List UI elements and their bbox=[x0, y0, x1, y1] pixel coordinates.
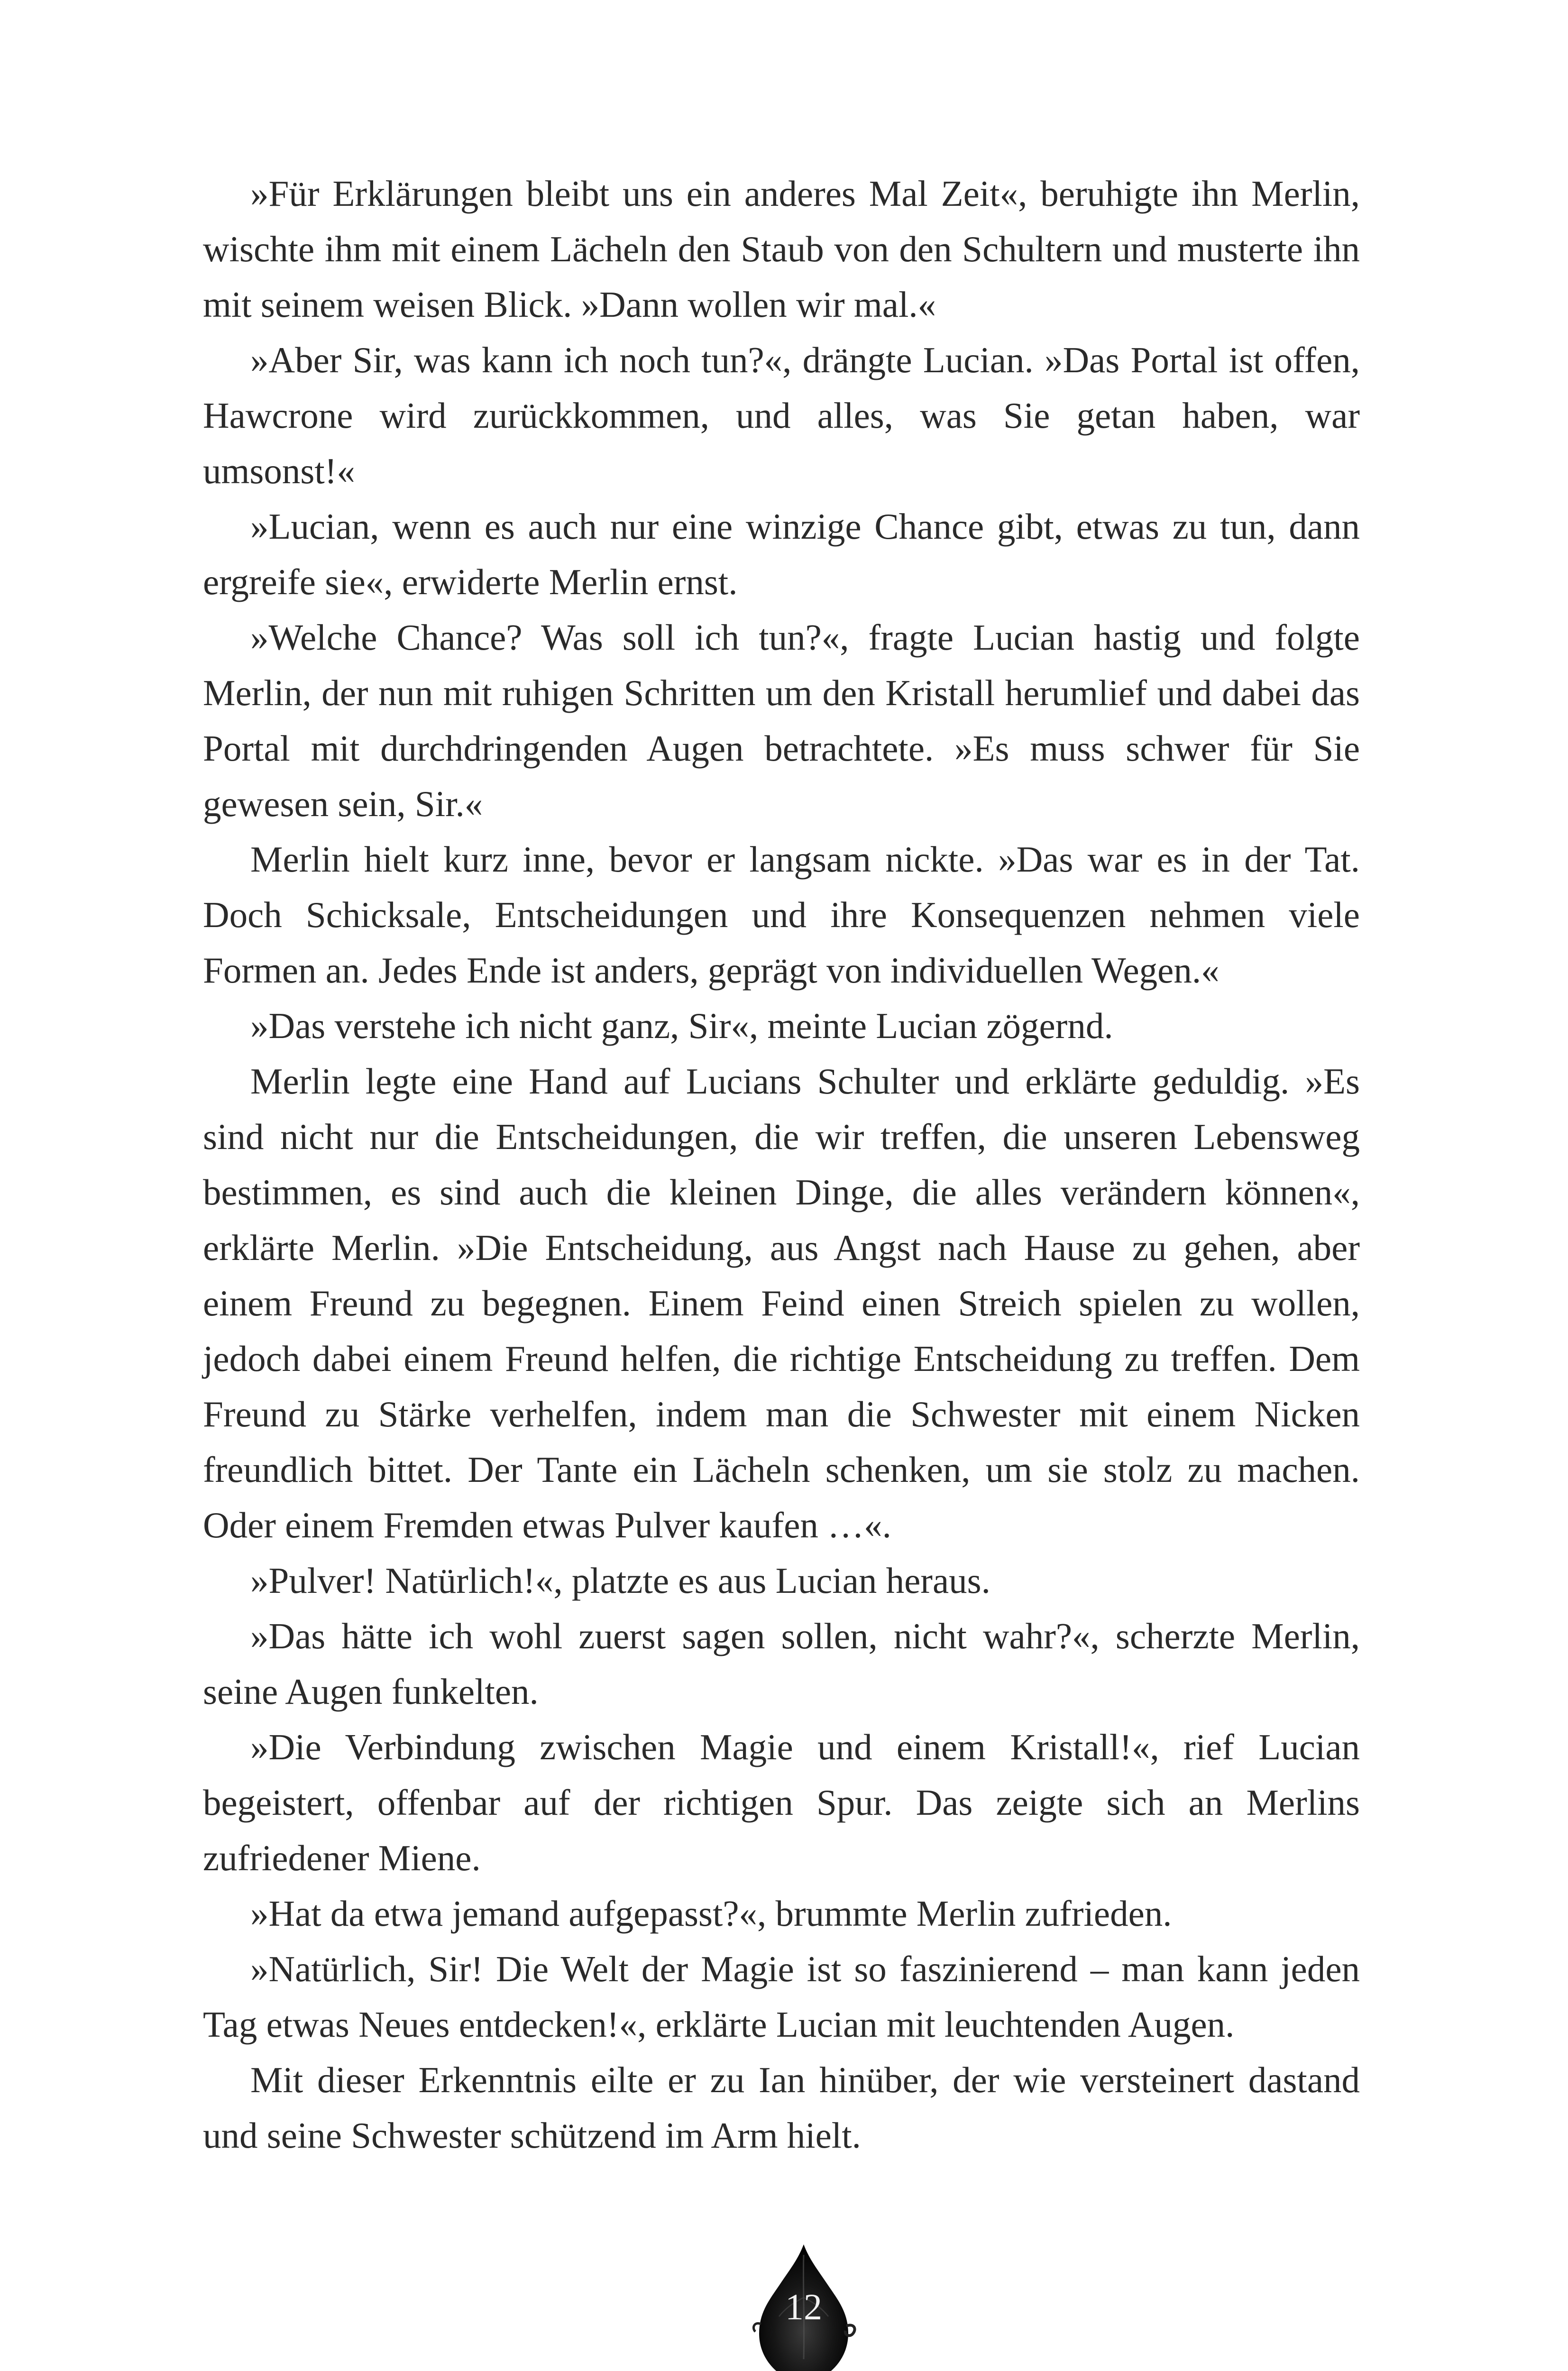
paragraph: »Welche Chance? Was soll ich tun?«, fragte Lucian hastig und folgte Merlin, der nun mit ruhigen Schritten um den Kristall herumlief und dabei das Portal mit durchdringenden Augen betrachtete. »Es muss schwer für Sie gewesen sein, Sir.« bbox=[203, 617, 1360, 824]
paragraph: Merlin legte eine Hand auf Lucians Schulter und erklärte geduldig. »Es sind nicht nur die Entscheidungen, die wir treffen, die unseren Lebensweg bestimmen, es sind auch die kleinen Dinge, die alles verändern können«, erklärte Merlin. »Die Entscheidung, aus Angst nach Hause zu gehen, aber einem Freund zu begegnen. Einem Feind einen Streich spielen zu wollen, jedoch dabei einem Freund helfen, die richtige Entscheidung zu treffen. Dem Freund zu Stärke verhelfen, indem man die Schwester mit einem Nicken freundlich bittet. Der Tante ein Lächeln schenken, um sie stolz zu machen. Oder einem Fremden etwas Pulver kaufen …«. bbox=[203, 1061, 1360, 1545]
paragraph: »Pulver! Natürlich!«, platzte es aus Lucian heraus. bbox=[250, 1560, 990, 1601]
paragraph: »Das hätte ich wohl zuerst sagen sollen, nicht wahr?«, scherzte Merlin, seine Augen funkelten. bbox=[203, 1616, 1360, 1712]
paragraph: »Die Verbindung zwischen Magie und einem Kristall!«, rief Lucian begeistert, offenbar auf der richtigen Spur. Das zeigte sich an Merlins zufriedener Miene. bbox=[203, 1727, 1360, 1878]
paragraph: »Das verstehe ich nicht ganz, Sir«, meinte Lucian zögernd. bbox=[250, 1005, 1113, 1046]
paragraph: »Lucian, wenn es auch nur eine winzige Chance gibt, etwas zu tun, dann ergreife sie«, erwiderte Merlin ernst. bbox=[203, 506, 1360, 602]
paragraph: Mit dieser Erkenntnis eilte er zu Ian hinüber, der wie versteinert dastand und seine Schwester schützend im Arm hielt. bbox=[203, 2059, 1360, 2156]
paragraph: »Hat da etwa jemand aufgepasst?«, brummte Merlin zufrieden. bbox=[250, 1893, 1172, 1934]
page-number: 12 bbox=[785, 2286, 822, 2327]
paragraph: »Natürlich, Sir! Die Welt der Magie ist so faszinierend – man kann jeden Tag etwas Neues entdecken!«, erklärte Lucian mit leuchtenden Augen. bbox=[203, 1948, 1360, 2045]
paragraph: »Für Erklärungen bleibt uns ein anderes Mal Zeit«, beruhigte ihn Merlin, wischte ihm mit einem Lächeln den Staub von den Schultern und musterte ihn mit seinem weisen Blick. »Dann wollen wir mal.« bbox=[203, 173, 1360, 325]
paragraph: Merlin hielt kurz inne, bevor er langsam nickte. »Das war es in der Tat. Doch Schicksale, Entscheidungen und ihre Konsequenzen nehmen viele Formen an. Jedes Ende ist anders, geprägt von individuellen Wegen.« bbox=[203, 839, 1360, 991]
body-text bbox=[203, 166, 1360, 2163]
paragraph: »Aber Sir, was kann ich noch tun?«, drängte Lucian. »Das Portal ist offen, Hawcrone wird zurückkommen, und alles, was Sie getan haben, war umsonst!« bbox=[203, 340, 1360, 491]
